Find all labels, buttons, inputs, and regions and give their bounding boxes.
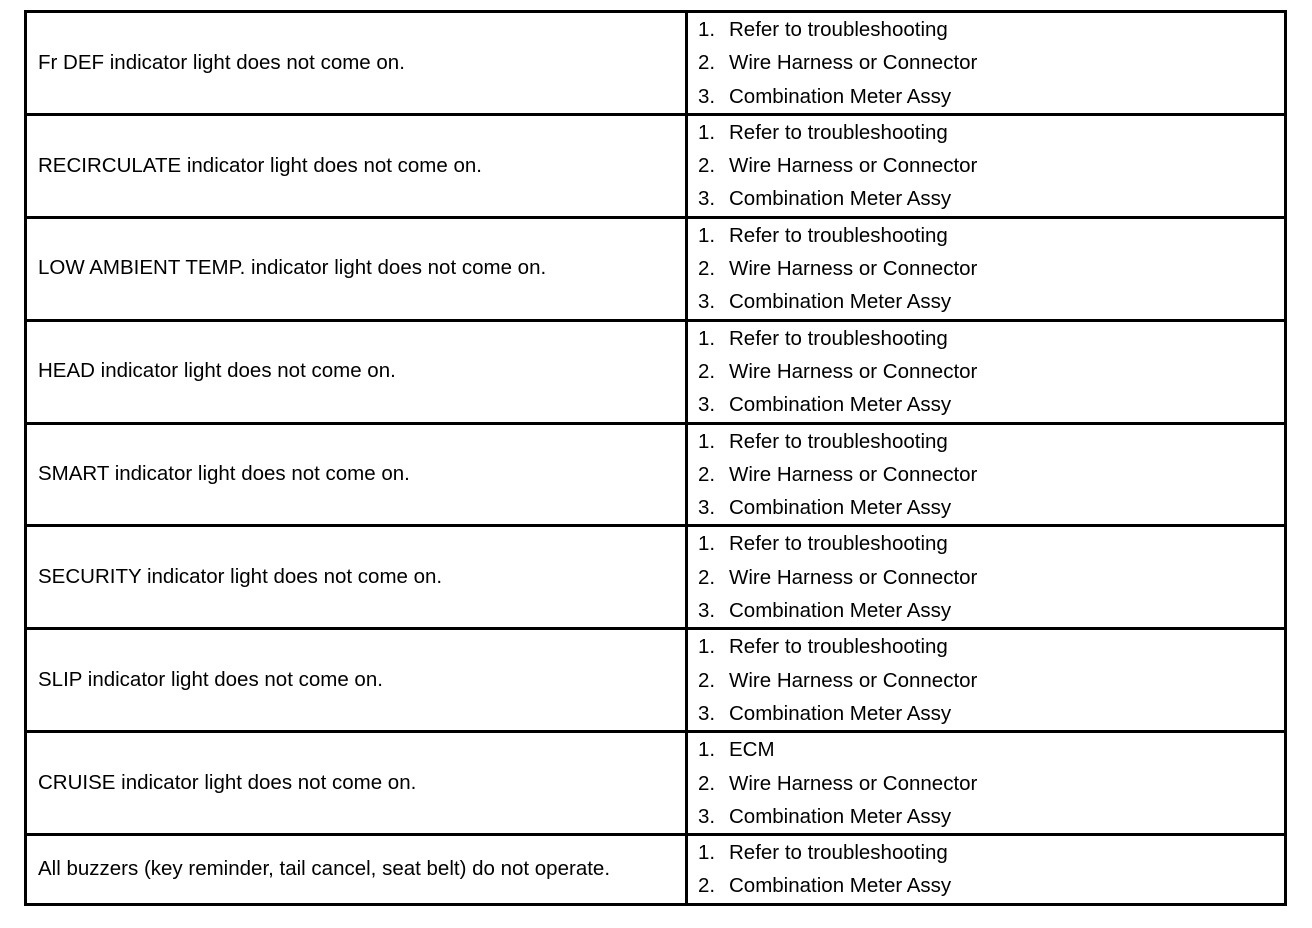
cause-item [698,425,1284,458]
cause-text: Wire Harness or Connector [729,359,978,383]
cause-item [698,836,1284,869]
cause-item [698,46,1284,79]
cause-text: Combination Meter Assy [729,84,952,108]
cause-number: 1. [698,635,716,659]
cause-number: 3. [698,599,716,623]
causes-cell [687,12,1286,115]
symptom-cell: Fr DEF indicator light does not come on. [26,12,687,115]
causes-cell [687,526,1286,629]
cause-number: 2. [698,257,716,281]
table-row [26,629,1286,732]
cause-text: Combination Meter Assy [729,599,952,623]
cause-number: 2. [698,154,716,178]
cause-item [698,697,1284,730]
table-row [26,320,1286,423]
cause-text: Combination Meter Assy [729,290,952,314]
cause-item [698,527,1284,560]
cause-number: 3. [698,84,716,108]
table-row [26,114,1286,217]
cause-text: Refer to troubleshooting [729,18,948,41]
symptom-cell: RECIRCULATE indicator light does not come on. [26,114,687,217]
cause-number: 3. [698,496,716,520]
troubleshooting-table [24,10,1287,906]
table-body [26,12,1286,905]
cause-number: 1. [698,326,716,350]
cause-text: Refer to troubleshooting [729,326,948,350]
cause-text: Combination Meter Assy [729,496,952,520]
causes-cell [687,217,1286,320]
cause-item [698,800,1284,833]
cause-number: 1. [698,18,716,41]
cause-text: Wire Harness or Connector [729,565,978,589]
table-row [26,732,1286,835]
symptom-cell: SECURITY indicator light does not come on. [26,526,687,629]
symptom-cell: CRUISE indicator light does not come on. [26,732,687,835]
causes-cell [687,320,1286,423]
cause-number: 1. [698,532,716,556]
cause-item [698,182,1284,215]
cause-number: 2. [698,668,716,692]
cause-item [698,116,1284,149]
cause-text: Refer to troubleshooting [729,841,948,865]
cause-item [698,80,1284,113]
cause-number: 1. [698,120,716,144]
causes-cell [687,423,1286,526]
cause-number: 2. [698,565,716,589]
cause-text: Combination Meter Assy [729,701,952,725]
cause-number: 3. [698,804,716,828]
causes-cell [687,114,1286,217]
troubleshooting-page [24,10,1284,906]
cause-text: Wire Harness or Connector [729,771,978,795]
cause-text: Combination Meter Assy [729,187,952,211]
cause-number: 1. [698,738,716,762]
cause-number: 2. [698,771,716,795]
cause-item [698,13,1284,46]
cause-item [698,285,1284,318]
cause-item [698,869,1284,902]
cause-number: 2. [698,51,716,75]
cause-item [698,388,1284,421]
cause-text: Refer to troubleshooting [729,223,948,247]
causes-cell [687,629,1286,732]
cause-number: 1. [698,841,716,865]
cause-text: Combination Meter Assy [729,393,952,417]
cause-number: 3. [698,187,716,211]
cause-number: 2. [698,462,716,486]
cause-text: Combination Meter Assy [729,874,952,898]
table-row [26,217,1286,320]
cause-item [698,458,1284,491]
cause-text: Combination Meter Assy [729,804,952,828]
cause-item [698,664,1284,697]
causes-cell [687,835,1286,905]
cause-number: 2. [698,874,716,898]
causes-cell [687,732,1286,835]
cause-number: 1. [698,429,716,453]
cause-text: Wire Harness or Connector [729,462,978,486]
table-row [26,423,1286,526]
cause-text: Wire Harness or Connector [729,257,978,281]
cause-text: Wire Harness or Connector [729,668,978,692]
cause-item [698,355,1284,388]
cause-number: 3. [698,290,716,314]
cause-item [698,594,1284,627]
cause-text: Refer to troubleshooting [729,429,948,453]
cause-text: ECM [729,738,775,762]
symptom-cell: SMART indicator light does not come on. [26,423,687,526]
cause-text: Refer to troubleshooting [729,635,948,659]
table-row [26,526,1286,629]
cause-number: 1. [698,223,716,247]
cause-item [698,491,1284,524]
symptom-cell: SLIP indicator light does not come on. [26,629,687,732]
cause-number: 2. [698,359,716,383]
cause-text: Wire Harness or Connector [729,51,978,75]
symptom-cell: HEAD indicator light does not come on. [26,320,687,423]
cause-item [698,219,1284,252]
table-row [26,835,1286,905]
cause-number: 3. [698,701,716,725]
cause-item [698,149,1284,182]
cause-text: Wire Harness or Connector [729,154,978,178]
cause-number: 3. [698,393,716,417]
symptom-cell: All buzzers (key reminder, tail cancel, seat belt) do not operate. [26,835,687,905]
cause-text: Refer to troubleshooting [729,120,948,144]
cause-item [698,561,1284,594]
cause-item [698,322,1284,355]
cause-item [698,630,1284,663]
cause-text: Refer to troubleshooting [729,532,948,556]
symptom-cell: LOW AMBIENT TEMP. indicator light does not come on. [26,217,687,320]
cause-item [698,733,1284,766]
cause-item [698,767,1284,800]
cause-item [698,252,1284,285]
table-row [26,12,1286,115]
